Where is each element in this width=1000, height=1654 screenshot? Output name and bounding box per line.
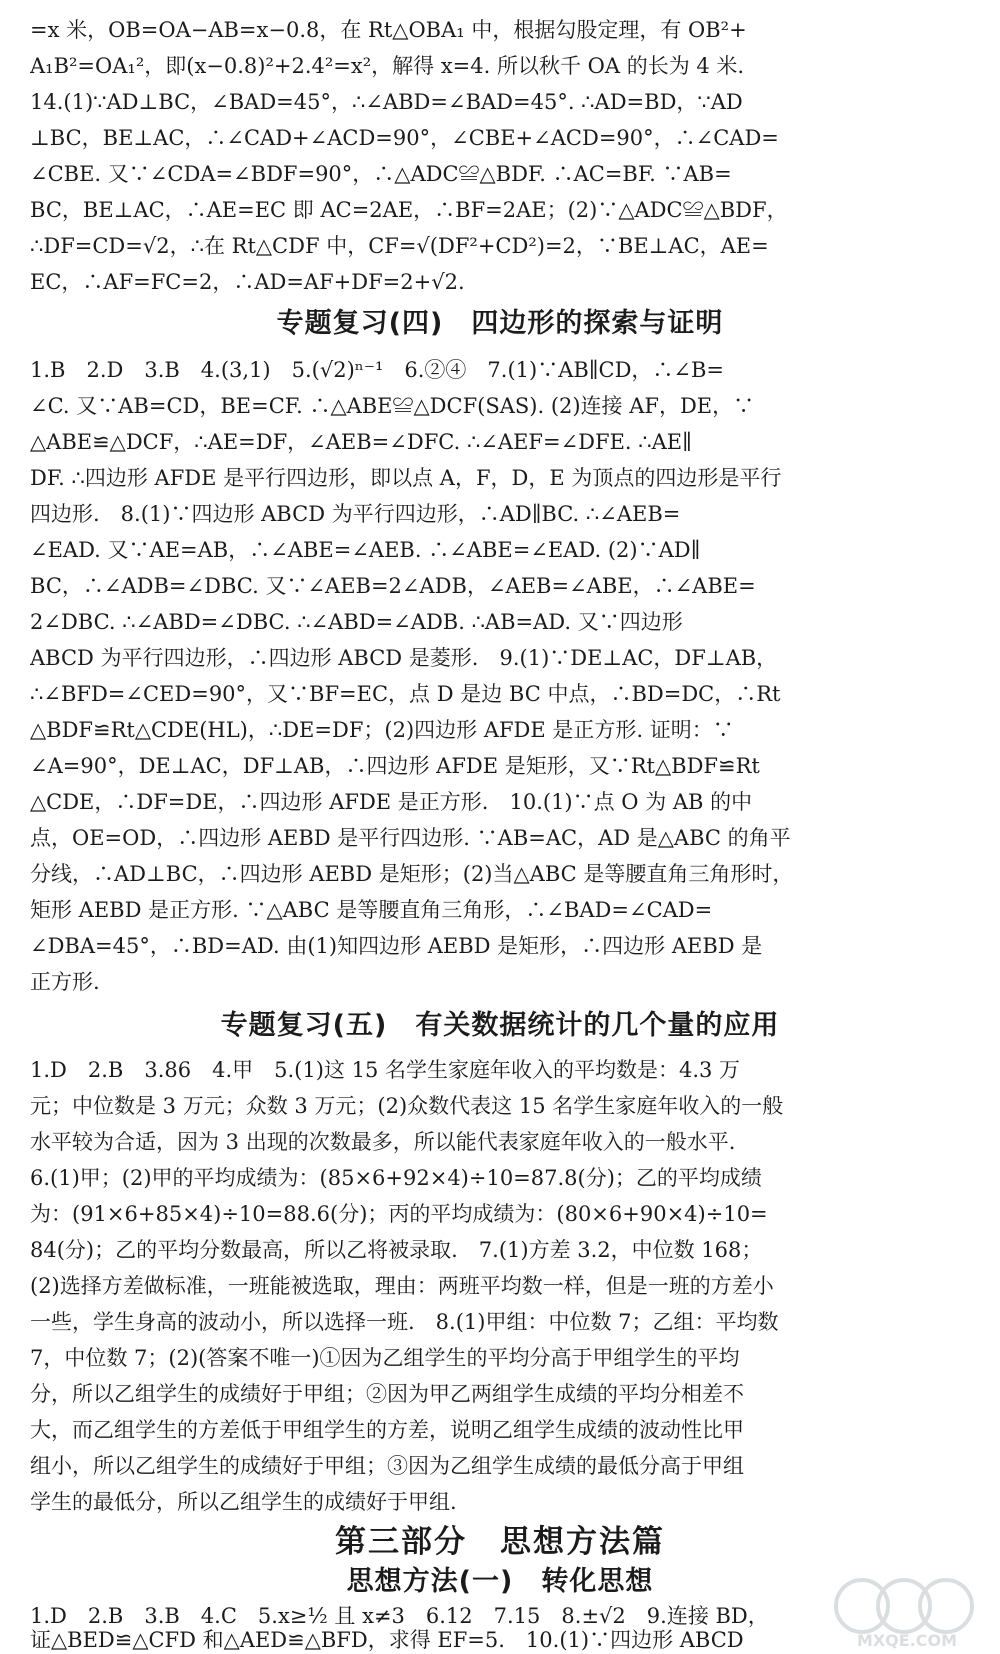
text-line: 1.D 2.B 3.B 4.C 5.x≥½ 且 x≠3 6.12 7.15 8.±√2 9.连接 BD，: [30, 1604, 769, 1628]
part-heading: 第三部分 思想方法篇: [335, 1524, 665, 1560]
text-line: EC，∴AF=FC=2，∴AD=AF+DF=2+√2.: [30, 270, 465, 294]
text-line: 一些，学生身高的波动小，所以选择一班. 8.(1)甲组：中位数 7；乙组：平均数: [30, 1310, 779, 1334]
text-line: 6.(1)甲；(2)甲的平均成绩为：(85×6+92×4)÷10=87.8(分)；乙的平均成绩: [30, 1166, 762, 1190]
watermark-logo: [822, 1570, 992, 1650]
text-line: 7，中位数 7；(2)(答案不唯一)①因为乙组学生的平均分高于甲组学生的平均: [30, 1346, 740, 1370]
text-line: ⊥BC，BE⊥AC，∴∠CAD+∠ACD=90°，∠CBE+∠ACD=90°，∴∠CAD=: [30, 126, 779, 150]
text-line: A₁B²=OA₁²，即(x−0.8)²+2.4²=x²，解得 x=4. 所以秋千 OA 的长为 4 米.: [30, 54, 745, 78]
text-line: ABCD 为平行四边形，∴四边形 ABCD 是菱形. 9.(1)∵DE⊥AC，DF⊥AB，: [30, 646, 778, 670]
text-line: DF. ∴四边形 AFDE 是平行四边形，即以点 A，F，D，E 为顶点的四边形是平行: [30, 466, 782, 490]
text-line: ∠EAD. 又∵AE=AB，∴∠ABE=∠AEB. ∴∠ABE=∠EAD. (2)∵AD∥: [30, 538, 701, 562]
text-line: 矩形 AEBD 是正方形. ∵△ABC 是等腰直角三角形，∴∠BAD=∠CAD=: [30, 898, 713, 922]
text-line: 学生的最低分，所以乙组学生的成绩好于甲组.: [30, 1490, 457, 1514]
text-line: 84(分)；乙的平均分数最高，所以乙将被录取. 7.(1)方差 3.2，中位数 168；: [30, 1238, 763, 1262]
watermark-text: MXQE.COM: [856, 1631, 958, 1650]
text-line: =x 米，OB=OA−AB=x−0.8，在 Rt△OBA₁ 中，根据勾股定理，有 OB²+: [30, 18, 747, 42]
text-line: 元；中位数是 3 万元；众数 3 万元；(2)众数代表这 15 名学生家庭年收入的一般: [30, 1094, 784, 1118]
text-line: 1.B 2.D 3.B 4.(3,1) 5.(√2)ⁿ⁻¹ 6.②④ 7.(1)∵AB∥CD，∴∠B=: [30, 358, 725, 382]
text-line: (2)选择方差做标准，一班能被选取，理由：两班平均数一样，但是一班的方差小: [30, 1274, 774, 1298]
text-line: △CDE，∴DF=DE，∴四边形 AFDE 是正方形. 10.(1)∵点 O 为 AB 的中: [30, 790, 753, 814]
text-line: ∠A=90°，DE⊥AC，DF⊥AB，∴四边形 AFDE 是矩形，又∵Rt△BDF≌Rt: [30, 754, 760, 778]
text-line: ∠CBE. 又∵∠CDA=∠BDF=90°，∴△ADC≌△BDF. ∴AC=BF. ∵AB=: [30, 162, 732, 186]
text-line: 14.(1)∵AD⊥BC，∠BAD=45°，∴∠ABD=∠BAD=45°. ∴AD=BD，∵AD: [30, 90, 743, 114]
text-line: 大，而乙组学生的方差低于甲组学生的方差，说明乙组学生成绩的波动性比甲: [30, 1418, 744, 1442]
text-line: BC，BE⊥AC，∴AE=EC 即 AC=2AE，∴BF=2AE；(2)∵△ADC≌△BDF，: [30, 198, 788, 222]
text-line: 点，OE=OD，∴四边形 AEBD 是平行四边形. ∵AB=AC，AD 是△ABC 的角平: [30, 826, 791, 850]
text-line: ∠C. 又∵AB=CD，BE=CF. ∴△ABE≌△DCF(SAS). (2)连接 AF，DE，∵: [30, 394, 755, 418]
text-line: 分，所以乙组学生的成绩好于甲组；②因为甲乙两组学生成绩的平均分相差不: [30, 1382, 744, 1406]
text-line: ∴DF=CD=√2，∴在 Rt△CDF 中，CF=√(DF²+CD²)=2，∵BE⊥AC，AE=: [30, 234, 769, 258]
text-line: 1.D 2.B 3.86 4.甲 5.(1)这 15 名学生家庭年收入的平均数是：4.3 万: [30, 1058, 741, 1082]
section-heading-review-4: 专题复习(四) 四边形的探索与证明: [276, 308, 724, 339]
text-line: 2∠DBC. ∴∠ABD=∠DBC. ∴∠ABD=∠ADB. ∴AB=AD. 又∵四边形: [30, 610, 683, 634]
watermark-graphic: [822, 1570, 992, 1650]
text-line: 四边形. 8.(1)∵四边形 ABCD 为平行四边形，∴AD∥BC. ∴∠AEB=: [30, 502, 681, 526]
text-line: △ABE≌△DCF，∴AE=DF，∠AEB=∠DFC. ∴∠AEF=∠DFE. ∴AE∥: [30, 430, 692, 454]
text-line: ∴∠BFD=∠CED=90°，又∵BF=EC，点 D 是边 BC 中点，∴BD=DC，∴Rt: [30, 682, 781, 706]
method-heading: 思想方法(一) 转化思想: [346, 1566, 654, 1597]
text-line: 正方形.: [30, 970, 100, 994]
text-line: 证△BED≌△CFD 和△AED≌△BFD，求得 EF=5. 10.(1)∵四边形 ABCD: [30, 1628, 744, 1652]
text-line: BC，∴∠ADB=∠DBC. 又∵∠AEB=2∠ADB，∠AEB=∠ABE，∴∠ABE=: [30, 574, 756, 598]
text-line: 组小，所以乙组学生的成绩好于甲组；③因为乙组学生成绩的最低分高于甲组: [30, 1454, 744, 1478]
text-line: 水平较为合适，因为 3 出现的次数最多，所以能代表家庭年收入的一般水平.: [30, 1130, 736, 1154]
text-line: △BDF≌Rt△CDE(HL)，∴DE=DF；(2)四边形 AFDE 是正方形. 证明：∵: [30, 718, 734, 742]
text-line: 分线，∴AD⊥BC，∴四边形 AEBD 是矩形；(2)当△ABC 是等腰直角三角形时，: [30, 862, 794, 886]
text-line: ∠DBA=45°，∴BD=AD. 由(1)知四边形 AEBD 是矩形，∴四边形 AEBD 是: [30, 934, 763, 958]
section-heading-review-5: 专题复习(五) 有关数据统计的几个量的应用: [220, 1010, 780, 1041]
text-line: 为：(91×6+85×4)÷10=88.6(分)；丙的平均成绩为：(80×6+90×4)÷10=: [30, 1202, 768, 1226]
